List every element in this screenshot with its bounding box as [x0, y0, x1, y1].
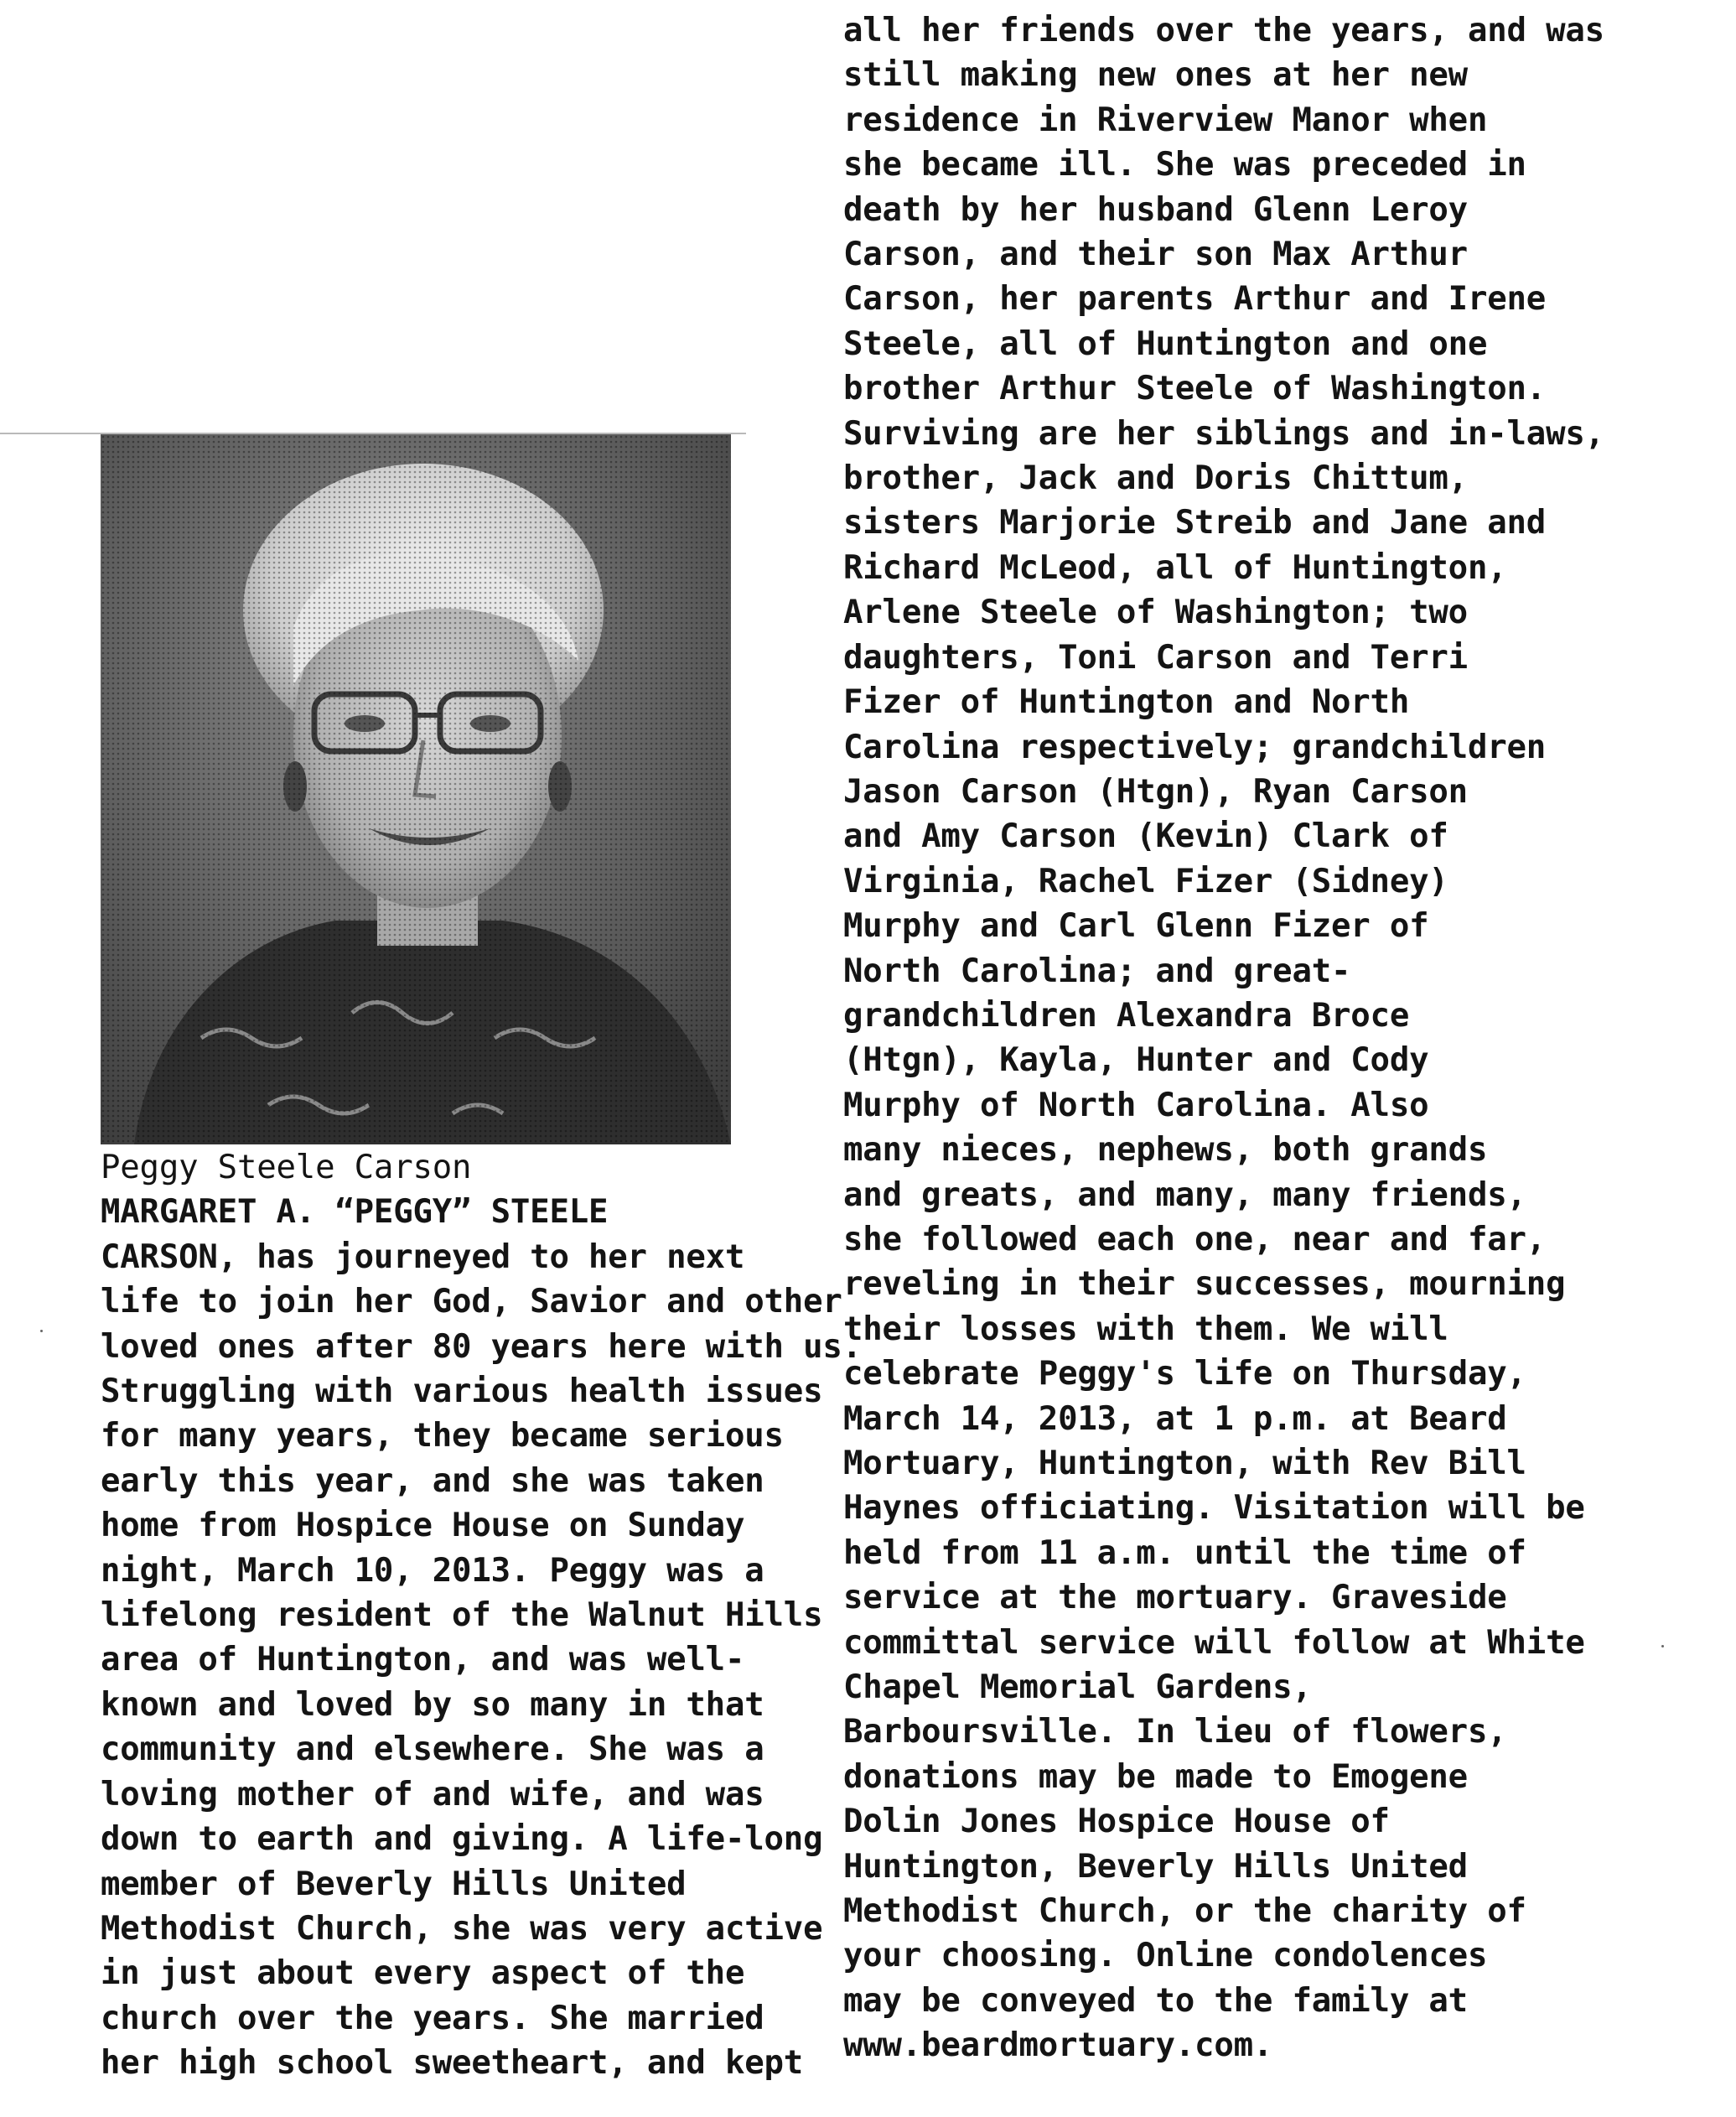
right-column-text: all her friends over the years, and was still making new ones at her new residence in Riverview Manor when she became ill. She was preceded in death by her husband Glenn Leroy Carson, and their son Max Arthur Carson, her parents Arthur and Irene Steele, all of Huntington and one brother Arthur Steele of Washington. Surviving are her siblings and in-laws, brother, Jack and Doris Chittum, sisters Marjorie Streib and Jane and Richard McLeod, all of Huntington, Arlene Steele of Washington; two daughters, Toni Carson and Terri Fizer of Huntington and North Carolina respectively; grandchildren Jason Carson (Htgn), Ryan Carson and Amy Carson (Kevin) Clark of Virginia, Rachel Fizer (Sidney) Murphy and Carl Glenn Fizer of North Carolina; and great- grandchildren Alexandra Broce (Htgn), Kayla, Hunter and Cody Murphy of North Carolina. Also many nieces, nephews, both grands and greats, and many, many friends, she followed each one, near and far, reveling in their successes, mourning their losses with them. We will celebrate Peggy's life on Thursday, March 14, 2013, at 1 p.m. at Beard Mortuary, Huntington, with Rev Bill Haynes officiating. Visitation will be held from 11 a.m. until the time of service at the mortuary. Graveside committal service will follow at White Chapel Memorial Gardens, Barboursville. In lieu of flowers, donations may be made to Emogene Dolin Jones Hospice House of Huntington, Beverly Hills United Methodist Church, or the charity of your choosing. Online condolences may be conveyed to the family at www.beardmortuary.com.	[843, 12, 1604, 2065]
portrait-photo	[101, 434, 731, 1144]
right-article-column	[843, 8, 1682, 2068]
photo-caption: Peggy Steele Carson	[101, 1149, 472, 1186]
left-article-column	[101, 1145, 862, 2086]
portrait-photo-drawing	[101, 434, 731, 1144]
left-column-text: MARGARET A. “PEGGY” STEELE CARSON, has journeyed to her next life to join her God, Savior and other loved ones after 80 years here with us. Struggling with various health issues for many years, they became serious early this year, and she was taken home from Hospice House on Sunday night, March 10, 2013. Peggy was a lifelong resident of the Walnut Hills area of Huntington, and was well- known and loved by so many in that community and elsewhere. She was a loving mother of and wife, and was down to earth and giving. A life-long member of Beverly Hills United Methodist Church, she was very active in just about every aspect of the church over the years. She married her high school sweetheart, and kept	[101, 1193, 862, 2083]
scan-speck	[40, 1330, 43, 1332]
